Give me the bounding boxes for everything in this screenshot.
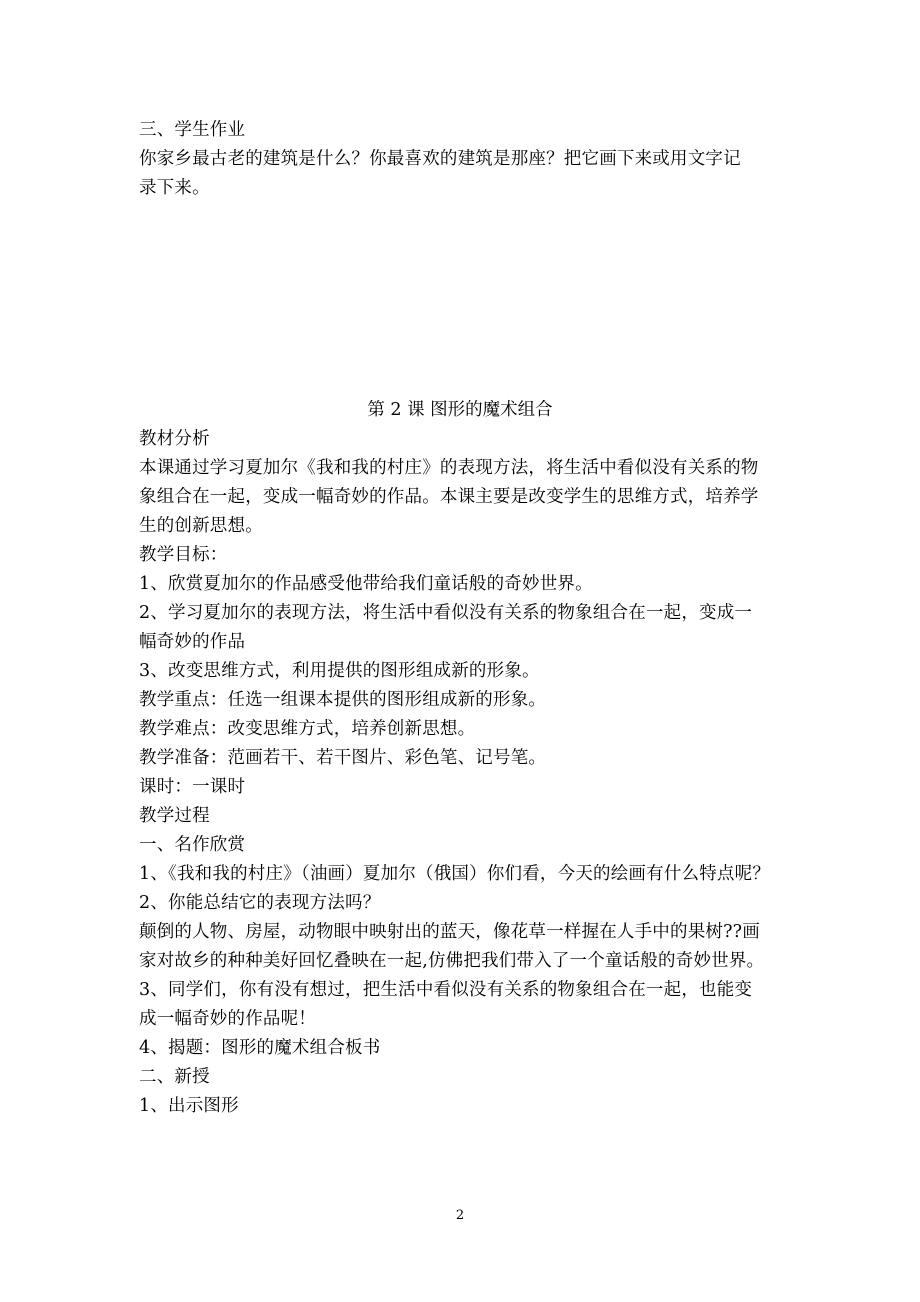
difficulty: 教学难点：改变思维方式，培养创新思想。: [139, 719, 476, 739]
step2-item: 1、出示图形: [139, 1096, 239, 1116]
duration: 课时：一课时: [139, 777, 246, 797]
step1-heading: 一、名作欣赏: [139, 835, 246, 855]
key-point: 教学重点：任选一组课本提供的图形组成新的形象。: [139, 690, 547, 710]
goal-item: 3、改变思维方式，利用提供的图形组成新的形象。: [139, 661, 540, 681]
step1-description-line: 家对故乡的种种美好回忆叠映在一起,仿佛把我们带入了一个童话般的奇妙世界。: [139, 951, 765, 971]
homework-heading: 三、学生作业: [139, 120, 246, 140]
material-analysis-line: 象组合在一起，变成一幅奇妙的作品。本课主要是改变学生的思维方式，培养学: [139, 487, 759, 507]
process-heading: 教学过程: [139, 806, 210, 826]
material-analysis-line: 生的创新思想。: [139, 516, 263, 536]
goals-heading: 教学目标：: [139, 545, 228, 565]
material-analysis-heading: 教材分析: [139, 429, 210, 449]
goal-item: 2、学习夏加尔的表现方法，将生活中看似没有关系的物象组合在一起，变成一: [139, 603, 753, 623]
lesson-body: [139, 425, 799, 1121]
step1-item: 2、你能总结它的表现方法吗？: [139, 893, 381, 913]
step1-item-continuation: 成一幅奇妙的作品呢！: [139, 1009, 316, 1029]
step1-item: 1、《我和我的村庄》（油画）夏加尔（俄国）你们看，今天的绘画有什么特点呢？: [139, 864, 771, 884]
homework-section: [139, 116, 799, 203]
step1-item: 4、揭题：图形的魔术组合板书: [139, 1038, 381, 1058]
material-analysis-line: 本课通过学习夏加尔《我和我的村庄》的表现方法，将生活中看似没有关系的物: [139, 458, 759, 478]
homework-text-line: 你家乡最古老的建筑是什么？你最喜欢的建筑是那座？把它画下来或用文字记: [139, 149, 741, 169]
lesson-title: 第 2 课 图形的魔术组合: [367, 400, 553, 420]
step1-description-line: 颠倒的人物、房屋，动物眼中映射出的蓝天，像花草一样握在人手中的果树??画: [139, 922, 760, 942]
homework-text-line: 录下来。: [139, 178, 210, 198]
goal-item: 1、欣赏夏加尔的作品感受他带给我们童话般的奇妙世界。: [139, 574, 593, 594]
page-number: 2: [455, 1208, 465, 1223]
goal-item-continuation: 幅奇妙的作品: [139, 632, 246, 652]
step2-heading: 二、新授: [139, 1067, 210, 1087]
preparation: 教学准备：范画若干、若干图片、彩色笔、记号笔。: [139, 748, 547, 768]
step1-item: 3、同学们，你有没有想过，把生活中看似没有关系的物象组合在一起，也能变: [139, 980, 753, 1000]
